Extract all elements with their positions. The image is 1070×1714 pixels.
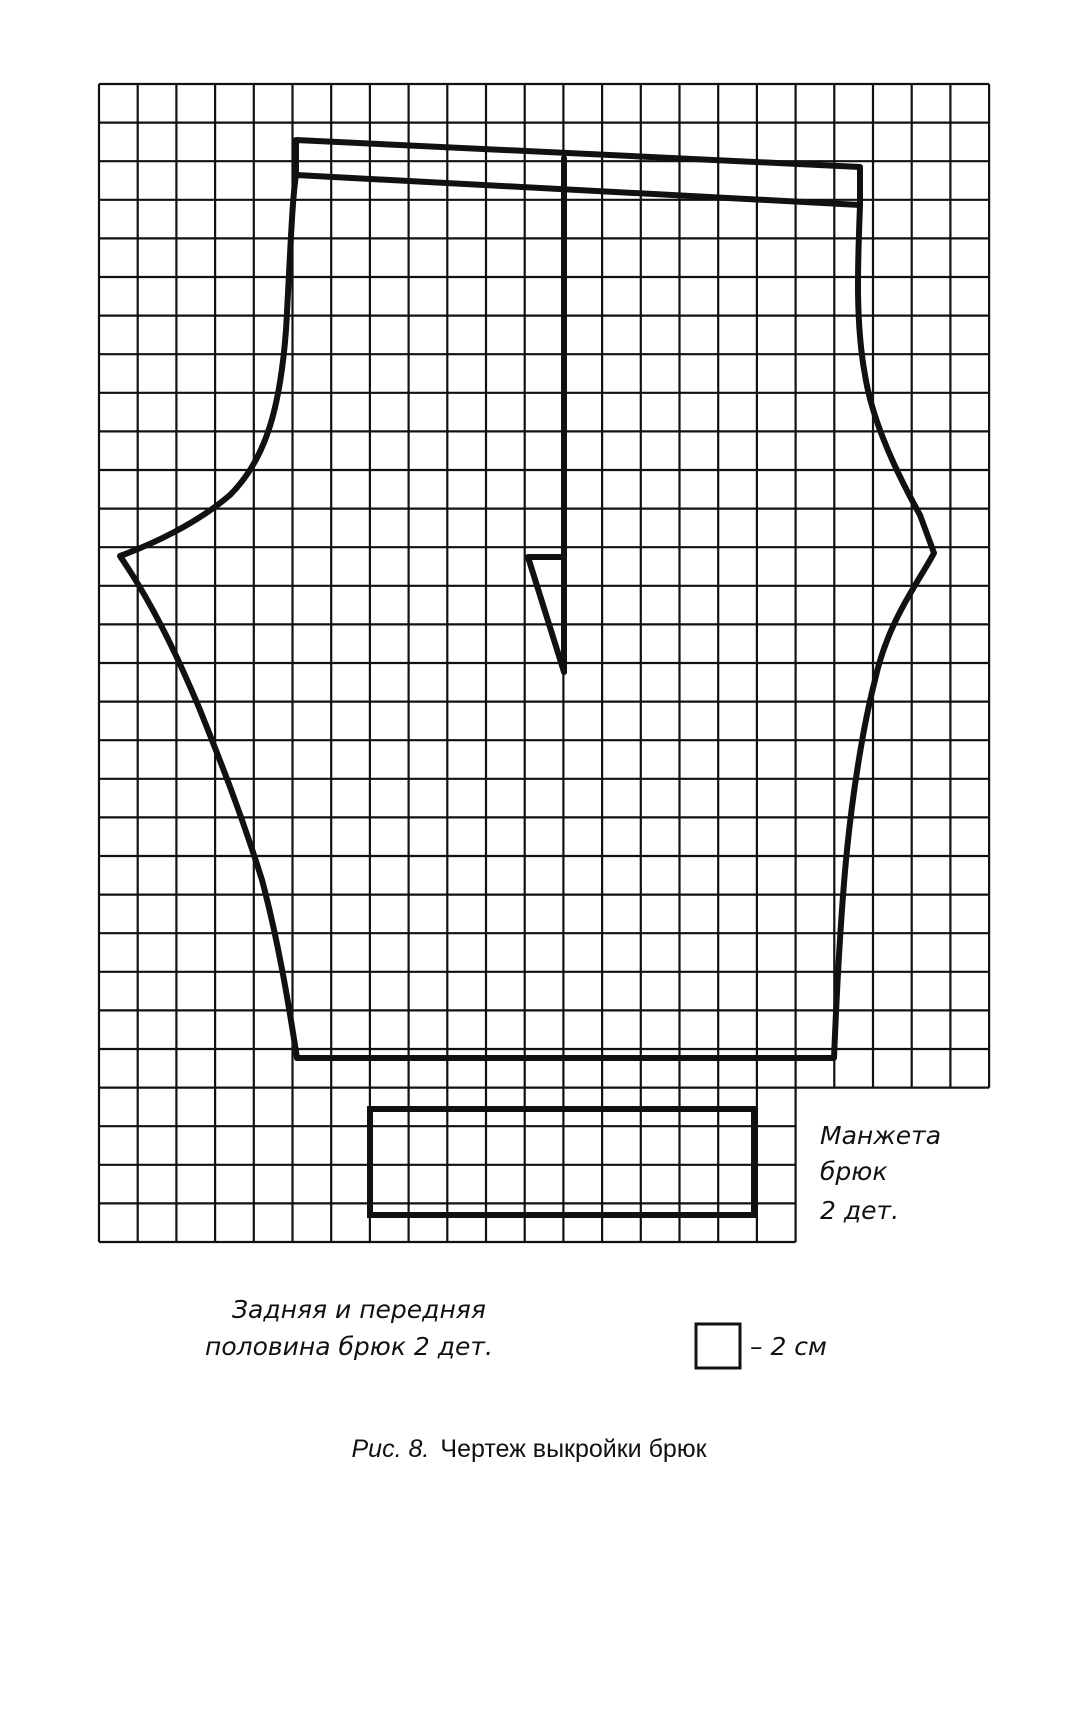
caption-label: Рис. 8.: [351, 1435, 430, 1463]
halves-label-line2: половина брюк 2 дет.: [205, 1332, 493, 1361]
cuff-label-line3: 2 дет.: [820, 1196, 900, 1225]
cuff-label-line2: брюк: [820, 1157, 888, 1186]
figure-caption: [351, 1435, 707, 1463]
cuff-label-line1: Манжета: [820, 1121, 942, 1150]
caption-text: Чертеж выкройки брюк: [440, 1435, 707, 1463]
dart: [528, 557, 564, 672]
scale-legend: – 2 см: [750, 1332, 827, 1361]
scale-square-icon: [696, 1324, 740, 1368]
halves-label-line1: Задняя и передняя: [232, 1295, 486, 1324]
cuff-pattern: [370, 1109, 754, 1215]
